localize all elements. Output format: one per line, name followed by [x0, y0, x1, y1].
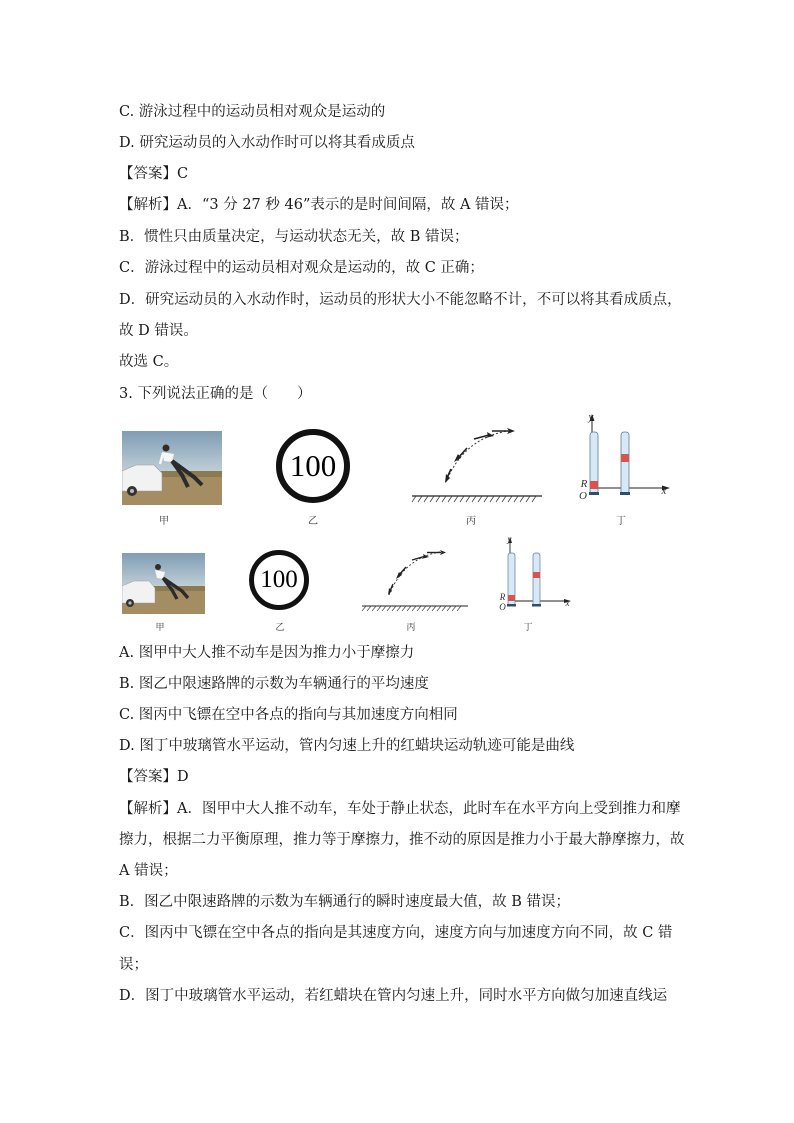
dart-icon	[388, 584, 393, 595]
answer-label: 【答案】D	[119, 769, 189, 785]
analysis-line: 误；	[119, 957, 148, 973]
axis-y-label-small: y	[507, 534, 512, 544]
option-c-line: C. 游泳过程中的运动员相对观众是运动的	[119, 104, 386, 120]
axis-x-label-small: x	[565, 598, 570, 608]
analysis-line: D．研究运动员的入水动作时，运动员的形状大小不能忽略不计，不可以将其看成质点，	[119, 292, 682, 308]
axis-y-label: y	[588, 411, 594, 423]
option-d-line: D. 研究运动员的入水动作时可以将其看成质点	[119, 135, 415, 151]
push-car-illustration	[122, 553, 205, 614]
analysis-line: B．图乙中限速路牌的示数为车辆通行的瞬时速度最大值，故 B 错误；	[119, 894, 571, 910]
speed-limit-sign-small	[249, 550, 309, 610]
option-d-line: D. 图丁中玻璃管水平运动，管内匀速上升的红蜡块运动轨迹可能是曲线	[119, 738, 575, 754]
caption-ding-small: 丁	[523, 623, 533, 633]
analysis-line: D．图丁中玻璃管水平运动，若红蜡块在管内匀速上升，同时水平方向做匀加速直线运	[119, 988, 668, 1004]
analysis-line: A 错误；	[119, 863, 178, 879]
label-r-small: R	[499, 592, 506, 602]
dart-trajectory-figure	[410, 420, 545, 508]
caption-bing: 丙	[466, 516, 476, 527]
dart-icon	[396, 567, 406, 579]
speed-limit-sign	[276, 429, 350, 503]
caption-bing-small: 丙	[406, 623, 416, 633]
dart-icon	[492, 428, 515, 434]
push-car-photo	[122, 431, 222, 505]
caption-yi-small: 乙	[275, 623, 285, 633]
analysis-line: C．图丙中飞镖在空中各点的指向是其速度方向，速度方向与加速度方向不同，故 C 错	[119, 925, 673, 941]
option-b-line: B. 图乙中限速路牌的示数为车辆通行的平均速度	[119, 676, 429, 692]
analysis-line: 擦力，根据二力平衡原理，推力等于摩擦力，推不动的原因是推力小于最大静摩擦力，故	[119, 832, 685, 848]
speed-limit-value: 100	[260, 566, 298, 593]
dart-icon	[412, 554, 429, 560]
label-o: O	[579, 490, 587, 502]
dart-icon	[427, 550, 446, 555]
dart-icon	[454, 448, 467, 462]
answer-label: 【答案】C	[119, 166, 189, 182]
label-r: R	[580, 478, 588, 490]
analysis-line: B．惯性只由质量决定，与运动状态无关，故 B 错误；	[119, 229, 469, 245]
speed-limit-value: 100	[289, 448, 337, 483]
caption-yi: 乙	[308, 516, 318, 527]
analysis-line: 故 D 错误。	[119, 323, 198, 339]
analysis-line: 【解析】A．图甲中大人推不动车，车处于静止状态，此时车在水平方向上受到推力和摩	[119, 801, 681, 817]
label-o-small: O	[499, 602, 506, 612]
analysis-line: C．游泳过程中的运动员相对观众是运动的，故 C 正确；	[119, 260, 484, 276]
dart-trajectory-figure-small	[360, 544, 470, 616]
push-car-photo-small	[122, 553, 205, 614]
conclusion-line: 故选 C。	[119, 354, 179, 370]
dart-icon	[445, 469, 451, 483]
axis-x-label: x	[661, 485, 667, 497]
caption-jia: 甲	[159, 516, 169, 527]
analysis-line: 【解析】A．“3 分 27 秒 46”表示的是时间间隔，故 A 错误；	[119, 197, 519, 213]
question-title: 3. 下列说法正确的是（ ）	[119, 386, 312, 402]
caption-jia-small: 甲	[155, 623, 165, 633]
option-c-line: C. 图丙中飞镖在空中各点的指向与其加速度方向相同	[119, 707, 458, 723]
dart-icon	[474, 432, 494, 439]
option-a-line: A. 图甲中大人推不动车是因为推力小于摩擦力	[119, 645, 415, 661]
caption-ding: 丁	[616, 516, 626, 527]
push-car-illustration	[122, 431, 222, 505]
